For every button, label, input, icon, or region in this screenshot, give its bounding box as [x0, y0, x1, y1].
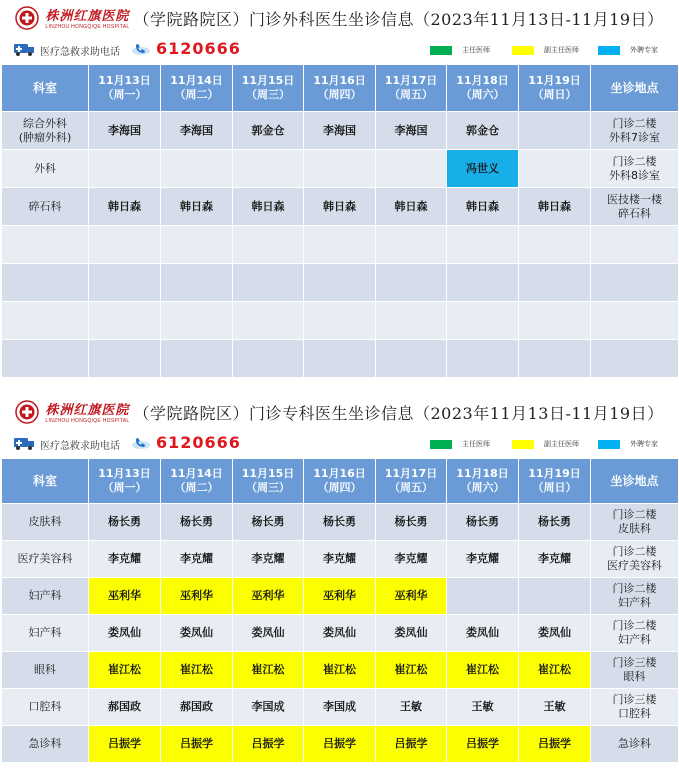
legend-item-chief [430, 439, 490, 449]
doctor-cell [519, 340, 591, 378]
page-title: （学院路院区）门诊专科医生坐诊信息（2023年11月13日-11月19日） [133, 403, 664, 423]
legend-label: 外聘专家 [630, 440, 658, 448]
doctor-cell: 杨长勇 [161, 504, 233, 541]
doctor-cell: 王敏 [519, 689, 591, 726]
column-header-dept: 科室 [2, 459, 89, 504]
doctor-cell [89, 150, 161, 188]
doctor-cell: 崔江松 [519, 652, 591, 689]
table-row [2, 150, 679, 188]
doctor-cell: 韩日森 [89, 188, 161, 226]
doctor-cell [304, 226, 376, 264]
legend-item-external [598, 439, 658, 449]
legend-swatch [598, 440, 620, 449]
dept-cell: 妇产科 [2, 578, 89, 615]
doctor-cell [304, 340, 376, 378]
dept-cell [2, 302, 89, 340]
column-header-day: 11月16日 （周四） [304, 459, 376, 504]
doctor-cell: 崔江松 [447, 652, 519, 689]
table-row [2, 264, 679, 302]
doctor-cell: 李克耀 [89, 541, 161, 578]
doctor-cell: 李克耀 [447, 541, 519, 578]
phone-call-icon [131, 436, 151, 450]
doctor-cell [161, 340, 233, 378]
doctor-cell: 娄凤仙 [233, 615, 304, 652]
doctor-cell [161, 264, 233, 302]
table-row [2, 689, 679, 726]
dept-cell [2, 226, 89, 264]
doctor-cell: 李克耀 [161, 541, 233, 578]
location-cell [591, 302, 679, 340]
doctor-cell [233, 226, 304, 264]
hospital-name-en: LINZHOU HONGQIQE HOSPITAL [45, 418, 130, 424]
location-cell: 门诊二楼 妇产科 [591, 615, 679, 652]
doctor-cell [89, 226, 161, 264]
table-row [2, 615, 679, 652]
doctor-cell [304, 150, 376, 188]
dept-cell: 综合外科 (肿瘤外科) [2, 112, 89, 150]
hospital-name-cn: 株洲红旗医院 [45, 9, 130, 24]
doctor-cell [376, 150, 447, 188]
doctor-cell [519, 264, 591, 302]
location-cell: 门诊三楼 眼科 [591, 652, 679, 689]
emergency-number: 6120666 [156, 39, 241, 58]
legend-swatch [430, 46, 452, 55]
location-cell: 急诊科 [591, 726, 679, 763]
doctor-cell [519, 150, 591, 188]
info-bar [0, 36, 679, 62]
hospital-name-en: LINZHOU HONGQIQE HOSPITAL [45, 24, 130, 30]
panel-title-row [0, 394, 679, 430]
dept-cell [2, 264, 89, 302]
legend-swatch [512, 440, 534, 449]
doctor-cell: 吕振学 [233, 726, 304, 763]
doctor-cell [161, 150, 233, 188]
emergency-label: 医疗急救求助电话 [40, 441, 120, 452]
column-header-day: 11月14日 （周二） [161, 459, 233, 504]
doctor-cell [519, 302, 591, 340]
table-header-row [2, 65, 679, 112]
doctor-cell [519, 112, 591, 150]
doctor-cell: 王敏 [447, 689, 519, 726]
ambulance-icon [13, 436, 35, 450]
doctor-cell: 郝国政 [89, 689, 161, 726]
dept-cell: 医疗美容科 [2, 541, 89, 578]
doctor-cell: 巫利华 [161, 578, 233, 615]
doctor-cell [89, 302, 161, 340]
doctor-cell: 娄凤仙 [89, 615, 161, 652]
doctor-cell: 杨长勇 [376, 504, 447, 541]
column-header-location: 坐诊地点 [591, 65, 679, 112]
doctor-cell: 巫利华 [376, 578, 447, 615]
doctor-cell: 崔江松 [161, 652, 233, 689]
doctor-cell: 韩日森 [447, 188, 519, 226]
doctor-cell: 冯世义 [447, 150, 519, 188]
dept-cell: 妇产科 [2, 615, 89, 652]
doctor-cell: 崔江松 [376, 652, 447, 689]
doctor-cell: 郭金仓 [447, 112, 519, 150]
doctor-cell [447, 226, 519, 264]
column-header-dept: 科室 [2, 65, 89, 112]
doctor-cell [447, 578, 519, 615]
doctor-cell: 吕振学 [519, 726, 591, 763]
legend-label: 副主任医师 [544, 440, 579, 448]
legend-item-chief [430, 45, 490, 55]
doctor-cell: 韩日森 [233, 188, 304, 226]
info-bar [0, 430, 679, 456]
doctor-cell [304, 264, 376, 302]
doctor-cell [519, 226, 591, 264]
doctor-cell: 杨长勇 [89, 504, 161, 541]
doctor-cell: 王敏 [376, 689, 447, 726]
legend-label: 主任医师 [462, 440, 490, 448]
doctor-cell: 李克耀 [376, 541, 447, 578]
doctor-cell: 李海国 [89, 112, 161, 150]
doctor-cell: 郭金仓 [233, 112, 304, 150]
doctor-cell: 李海国 [304, 112, 376, 150]
location-cell [591, 340, 679, 378]
panel-title-row [0, 0, 679, 36]
doctor-cell [233, 264, 304, 302]
dept-cell: 眼科 [2, 652, 89, 689]
doctor-cell [376, 302, 447, 340]
legend-swatch [430, 440, 452, 449]
doctor-cell: 巫利华 [89, 578, 161, 615]
column-header-day: 11月13日 （周一） [89, 65, 161, 112]
location-cell: 门诊二楼 医疗美容科 [591, 541, 679, 578]
legend-item-associate [512, 439, 579, 449]
schedule-panel-specialty [0, 394, 679, 750]
location-cell: 医技楼一楼 碎石科 [591, 188, 679, 226]
page-title: （学院路院区）门诊外科医生坐诊信息（2023年11月13日-11月19日） [133, 9, 664, 29]
doctor-cell: 崔江松 [304, 652, 376, 689]
doctor-cell [376, 226, 447, 264]
doctor-cell [233, 340, 304, 378]
emergency-number: 6120666 [156, 433, 241, 452]
doctor-cell [89, 340, 161, 378]
hospital-logo-icon [15, 400, 39, 424]
legend-swatch [598, 46, 620, 55]
column-header-day: 11月15日 （周三） [233, 65, 304, 112]
table-row [2, 541, 679, 578]
table-row [2, 504, 679, 541]
legend-label: 副主任医师 [544, 46, 579, 54]
doctor-cell [89, 264, 161, 302]
doctor-cell: 吕振学 [447, 726, 519, 763]
doctor-cell: 李海国 [376, 112, 447, 150]
dept-cell: 口腔科 [2, 689, 89, 726]
doctor-cell [447, 340, 519, 378]
schedule-panel-surgery [0, 0, 679, 220]
dept-cell: 外科 [2, 150, 89, 188]
hospital-name-cn: 株洲红旗医院 [45, 403, 130, 418]
table-row [2, 652, 679, 689]
emergency-label: 医疗急救求助电话 [40, 47, 120, 58]
column-header-day: 11月13日 （周一） [89, 459, 161, 504]
doctor-cell [233, 302, 304, 340]
doctor-cell: 李海国 [161, 112, 233, 150]
doctor-cell: 娄凤仙 [519, 615, 591, 652]
doctor-cell [233, 150, 304, 188]
location-cell: 门诊二楼 外科7诊室 [591, 112, 679, 150]
doctor-cell: 韩日森 [304, 188, 376, 226]
dept-cell: 皮肤科 [2, 504, 89, 541]
doctor-cell: 郝国政 [161, 689, 233, 726]
column-header-day: 11月18日 （周六） [447, 459, 519, 504]
column-header-day: 11月15日 （周三） [233, 459, 304, 504]
doctor-cell [161, 302, 233, 340]
doctor-cell: 吕振学 [161, 726, 233, 763]
hospital-name [45, 5, 129, 31]
table-row [2, 578, 679, 615]
table-row [2, 226, 679, 264]
doctor-cell: 娄凤仙 [161, 615, 233, 652]
doctor-cell: 吕振学 [376, 726, 447, 763]
location-cell: 门诊二楼 外科8诊室 [591, 150, 679, 188]
doctor-cell: 杨长勇 [233, 504, 304, 541]
table-header-row [2, 459, 679, 504]
doctor-cell: 韩日森 [519, 188, 591, 226]
location-cell: 门诊二楼 妇产科 [591, 578, 679, 615]
dept-cell: 急诊科 [2, 726, 89, 763]
column-header-day: 11月19日 （周日） [519, 459, 591, 504]
table-row [2, 112, 679, 150]
legend-label: 外聘专家 [630, 46, 658, 54]
doctor-cell [376, 340, 447, 378]
doctor-cell: 巫利华 [233, 578, 304, 615]
doctor-cell [519, 578, 591, 615]
doctor-cell: 娄凤仙 [304, 615, 376, 652]
ambulance-icon [13, 42, 35, 56]
doctor-cell: 娄凤仙 [447, 615, 519, 652]
legend-label: 主任医师 [462, 46, 490, 54]
column-header-day: 11月18日 （周六） [447, 65, 519, 112]
doctor-cell [376, 264, 447, 302]
column-header-day: 11月16日 （周四） [304, 65, 376, 112]
dept-cell: 碎石科 [2, 188, 89, 226]
doctor-cell: 杨长勇 [519, 504, 591, 541]
schedule-table [1, 458, 679, 763]
doctor-cell [161, 226, 233, 264]
doctor-cell: 韩日森 [376, 188, 447, 226]
legend-swatch [512, 46, 534, 55]
hospital-logo-icon [15, 6, 39, 30]
doctor-cell: 李国成 [304, 689, 376, 726]
column-header-location: 坐诊地点 [591, 459, 679, 504]
phone-call-icon [131, 42, 151, 56]
doctor-cell: 李国成 [233, 689, 304, 726]
doctor-cell: 吕振学 [304, 726, 376, 763]
doctor-cell: 杨长勇 [447, 504, 519, 541]
doctor-cell: 崔江松 [89, 652, 161, 689]
legend-item-associate [512, 45, 579, 55]
doctor-cell: 李克耀 [304, 541, 376, 578]
column-header-day: 11月19日 （周日） [519, 65, 591, 112]
location-cell [591, 264, 679, 302]
doctor-cell: 李克耀 [519, 541, 591, 578]
location-cell: 门诊二楼 皮肤科 [591, 504, 679, 541]
table-row [2, 340, 679, 378]
doctor-cell: 崔江松 [233, 652, 304, 689]
doctor-cell [447, 264, 519, 302]
doctor-cell [304, 302, 376, 340]
doctor-cell: 李克耀 [233, 541, 304, 578]
location-cell [591, 226, 679, 264]
location-cell: 门诊三楼 口腔科 [591, 689, 679, 726]
doctor-cell: 韩日森 [161, 188, 233, 226]
legend-item-external [598, 45, 658, 55]
column-header-day: 11月17日 （周五） [376, 65, 447, 112]
column-header-day: 11月14日 （周二） [161, 65, 233, 112]
doctor-cell: 杨长勇 [304, 504, 376, 541]
column-header-day: 11月17日 （周五） [376, 459, 447, 504]
table-row [2, 188, 679, 226]
hospital-name [45, 399, 129, 425]
doctor-cell: 巫利华 [304, 578, 376, 615]
table-row [2, 726, 679, 763]
dept-cell [2, 340, 89, 378]
doctor-cell: 娄凤仙 [376, 615, 447, 652]
table-row [2, 302, 679, 340]
doctor-cell: 吕振学 [89, 726, 161, 763]
doctor-cell [447, 302, 519, 340]
schedule-table [1, 64, 679, 378]
